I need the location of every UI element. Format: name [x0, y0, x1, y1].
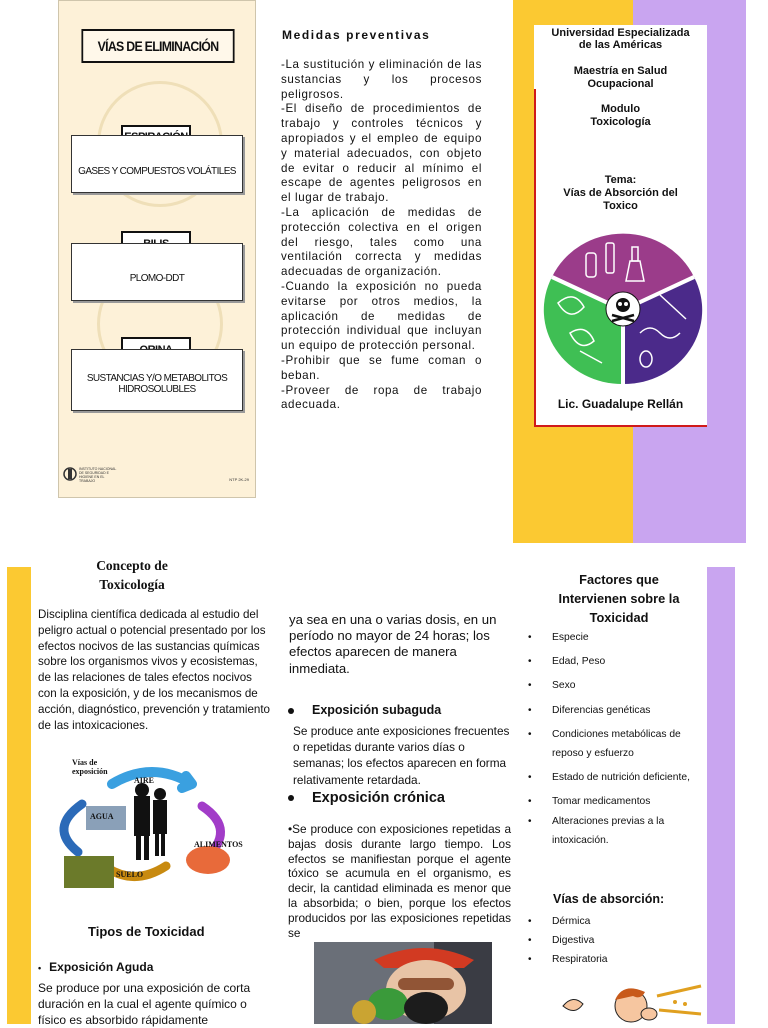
vias-list [526, 912, 608, 969]
concepto-title-line-1: Concepto de [96, 558, 168, 573]
subaguda-heading-text: Exposición subaguda [312, 703, 442, 717]
cronica-body: •Se produce con exposiciones repetidas a bajas dosis durante largo tiempo. Los efectos se manifiestan porque el agente tóxico se acumula en el organismo, es decir, la cantidad eliminada es menor que la absorbida; o bien, porque los efectos producidos por las exposiciones repetidas se [288, 822, 511, 940]
tema-line-2: Toxico [603, 200, 638, 212]
subaguda-heading [288, 703, 441, 717]
route-box-espiracion: GASES Y COMPUESTOS VOLÁTILES [71, 135, 243, 193]
concepto-title-line-2: Toxicología [99, 577, 165, 592]
medidas-item: -La aplicación de medidas de protección colectiva en el origen del riesgo, tales como una ventilación correcta y medidas adecuadas de organización. [281, 205, 482, 279]
factores-title-line-3: Toxicidad [589, 610, 649, 625]
list-item: • Condiciones metabólicas de reposo y esfuerzo [526, 725, 694, 763]
institute-name: INSTITUTO NACIONAL DE SEGURIDAD E HIGIENE EN EL TRABAJO [79, 467, 117, 483]
aguda-body: Se produce por una exposición de corta duración en la cual el agente químico o físico es absorbido rápidamente [38, 981, 251, 1027]
exposure-diagram [42, 756, 254, 896]
cronica-heading-text: Exposición crónica [312, 790, 445, 806]
list-item: • Digestiva [526, 931, 608, 950]
aguda-heading-text: Exposición Aguda [49, 960, 154, 974]
factores-title [533, 570, 705, 627]
route-box-orina: SUSTANCIAS Y/O METABOLITOS HIDROSOLUBLES [71, 349, 243, 411]
list-item: • Respiratoria [526, 950, 608, 969]
coughing-person-icon [553, 982, 703, 1024]
right-purple-band [707, 567, 735, 1024]
tema-label: Tema: [604, 174, 637, 186]
tema-line-1: Vías de Absorción del [563, 187, 678, 199]
exposure-title-line-1: Vías de [72, 758, 98, 767]
cover-card [534, 25, 707, 427]
list-item: • Alteraciones previas a la intoxicación. [526, 812, 694, 850]
concepto-title [72, 556, 192, 594]
poster-code: NTP 2K-29 [229, 477, 249, 482]
medidas-title: Medidas preventivas [282, 28, 431, 42]
list-item: • Especie [526, 628, 694, 647]
medidas-item: -La sustitución y eliminación de las sustancias y los procesos peligrosos. [281, 58, 482, 101]
list-item: • Tomar medicamentos [526, 792, 694, 811]
factores-title-line-1: Factores que [579, 572, 659, 587]
list-item: • Dérmica [526, 912, 608, 931]
cronica-heading [288, 790, 445, 806]
toxic-wheel-icon [540, 233, 706, 387]
medidas-list [281, 58, 482, 413]
medidas-item: -Cuando la exposición no pueda evitarse por otros medios, la aplicación de medidas de protección individual que incluyan un equipo de protección personal. [281, 279, 482, 353]
factores-title-line-2: Intervienen sobre la [558, 591, 680, 606]
list-item: • Diferencias genéticas [526, 701, 694, 720]
exposure-label-suelo: SUELO [116, 870, 144, 879]
route-box-bilis: PLOMO-DDT [71, 243, 243, 301]
left-yellow-band [7, 567, 31, 1024]
exposure-title-line-2: exposición [72, 767, 108, 776]
aguda-heading [38, 960, 153, 974]
medidas-item: -Proveer de ropa de trabajo adecuada. [281, 383, 482, 412]
exposure-label-aire: AIRE [134, 776, 155, 785]
author-name: Lic. Guadalupe Rellán [557, 397, 684, 411]
medidas-item: -Prohibir que se fume coman o beban. [281, 353, 482, 382]
exposure-label-alimentos: ALIMENTOS [194, 840, 243, 849]
bullet-icon [288, 708, 294, 714]
exposure-label-agua: AGUA [90, 812, 114, 821]
elimination-poster [58, 0, 256, 498]
gas-mask-worker-photo [314, 942, 492, 1024]
factores-list [526, 628, 694, 850]
medidas-item: -El diseño de procedimientos de trabajo y controles técnicos y apropiados y el empleo de equipo y material adecuados, con objeto de evitar o reducir al mínimo el escape de agentes peligrosos en el lugar de trabajo. [281, 102, 482, 205]
list-item: • Edad, Peso [526, 652, 694, 671]
vias-title: Vías de absorción: [553, 892, 665, 906]
program-line-2: Ocupacional [587, 78, 654, 90]
module-line-1: Modulo [600, 103, 641, 115]
university-line-1: Universidad Especializada [551, 27, 690, 39]
aguda-continuation: ya sea en una o varias dosis, en un período no mayor de 24 horas; los efectos aparecen de manera inmediata. [289, 612, 497, 676]
bullet-icon: • [38, 963, 42, 973]
module-line-2: Toxicología [590, 116, 651, 128]
poster-title: VÍAS DE ELIMINACIÓN [81, 29, 234, 63]
tipos-title: Tipos de Toxicidad [88, 924, 205, 939]
university-line-2: de las Américas [578, 39, 663, 51]
bullet-icon [288, 795, 294, 801]
program-line-1: Maestría en Salud [573, 65, 668, 77]
list-item: • Estado de nutrición deficiente, [526, 768, 694, 787]
list-item: • Sexo [526, 676, 694, 695]
concepto-body: Disciplina científica dedicada al estudio del peligro actual o potencial presentado por los efectos nocivos de las sustancias químicas sobre los organismos vivos y ecosistemas, de las relaciones de tales efectos nocivos con la exposición, y de los mecanismos de acción, diagnóstico, prevención y tratamiento de las intoxicaciones. [38, 608, 271, 732]
institute-logo-icon [63, 465, 77, 483]
subaguda-body: Se produce ante exposiciones frecuentes o repetidas durante varios días o semanas; los efectos aparecen en forma relativamente retardada. [293, 724, 510, 787]
